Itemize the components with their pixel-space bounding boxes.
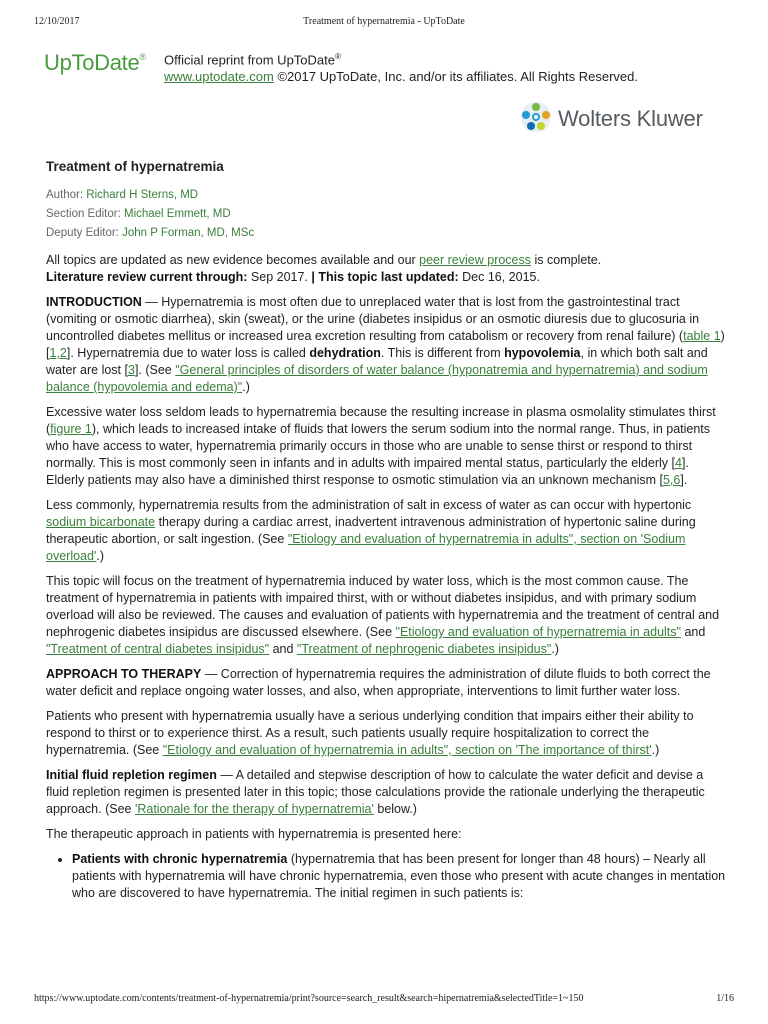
update-notice xyxy=(46,252,726,286)
author-link[interactable]: Richard H Sterns, MD xyxy=(86,189,199,201)
deputy-editor-label: Deputy Editor: xyxy=(46,227,123,239)
print-date: 12/10/2017 xyxy=(34,16,80,27)
wk-dot-0 xyxy=(532,103,540,111)
body-text: Patients who present with hypernatremia usually have a serious underlying condition that impairs either their ability to respond to thirst or to experience thirst. As a result, such patients usually require hospitalization to correct the hypernatremia. (See xyxy=(46,709,694,757)
body-text: ]. Elderly patients may also have a diminished thirst response to osmotic stimulation via an unknown mechanism [ xyxy=(46,456,689,487)
print-page-title: Treatment of hypernatremia - UpToDate xyxy=(303,16,465,27)
print-footer xyxy=(34,993,734,1007)
lit-review-label: Literature review current through: xyxy=(46,270,248,284)
water-loss-paragraph xyxy=(46,404,726,489)
topic-link[interactable]: "Etiology and evaluation of hypernatremia in adults", section on 'The importance of thirst' xyxy=(162,743,652,757)
section-heading-approach: APPROACH TO THERAPY xyxy=(46,667,202,681)
body-text: ) [ xyxy=(46,329,725,360)
hospitalization-paragraph xyxy=(46,708,726,759)
body-text: .) xyxy=(96,549,104,563)
treatment-list xyxy=(46,851,726,902)
topic-link[interactable]: "Etiology and evaluation of hypernatremia in adults", section on 'Sodium overload' xyxy=(46,532,686,563)
last-updated-label: This topic last updated: xyxy=(314,270,459,284)
body-text: (hypernatremia that has been present for longer than 48 hours) – Nearly all patients with hypernatremia will have chronic hypernatremia, even those who present with acute changes in mentation who are discovered to have hypernatremia. The initial regimen in such patients is: xyxy=(72,852,726,900)
separator: | xyxy=(311,270,315,284)
reprint-line: Official reprint from UpToDate xyxy=(164,52,335,68)
fluid-repletion-paragraph xyxy=(46,767,726,818)
body-text: ), which leads to increased intake of fluids that lowers the serum sodium into the normal range. Thus, in patients who have access to water, hypernatremia primarily occurs in those who are unable to sense thirst or respond to thirst normally. This is most commonly seen in infants and in adults with impaired mental status, particularly the elderly [ xyxy=(46,422,711,470)
copyright-text: ©2017 UpToDate, Inc. and/or its affiliates. All Rights Reserved. xyxy=(273,69,638,85)
publisher-name: Wolters Kluwer xyxy=(558,106,703,131)
body-text: Less commonly, hypernatremia results from the administration of salt in excess of water as can occur with hypertonic xyxy=(46,498,692,512)
body-text: therapy during a cardiac arrest, inadvertent intravenous administration of hypertonic saline during therapeutic abortion, or salt ingestion. (See xyxy=(46,515,696,546)
topic-link[interactable]: "General principles of disorders of water balance (hyponatremia and hypernatremia) and sodium balance (hypovolemia and edema)" xyxy=(46,363,708,394)
deputy-editor-link[interactable]: John P Forman, MD, MSc xyxy=(122,227,255,239)
body-text: .) xyxy=(551,642,559,656)
author-label: Author: xyxy=(46,189,87,201)
section-editor-link[interactable]: Michael Emmett, MD xyxy=(123,208,231,220)
uptodate-site-link[interactable]: www.uptodate.com xyxy=(164,69,274,85)
approach-intro-paragraph: The therapeutic approach in patients with hypernatremia is presented here: xyxy=(46,827,462,841)
wk-dot-4 xyxy=(537,122,545,130)
reference-link[interactable]: 4 xyxy=(674,456,682,470)
table-1-link[interactable]: table 1 xyxy=(683,329,721,343)
introduction-paragraph xyxy=(46,294,726,396)
scope-paragraph xyxy=(46,573,726,658)
reference-link[interactable]: 3 xyxy=(127,363,135,377)
section-editor-label: Section Editor: xyxy=(46,208,124,220)
drug-link-sodium-bicarbonate[interactable]: sodium bicarbonate xyxy=(46,515,156,529)
peer-review-link[interactable]: peer review process xyxy=(419,253,532,267)
body-text: , in which both salt and water are lost [ xyxy=(46,346,708,377)
last-updated-date: Dec 16, 2015. xyxy=(458,270,540,284)
topic-link[interactable]: "Treatment of nephrogenic diabetes insipidus" xyxy=(296,642,552,656)
reprint-reg: ® xyxy=(335,52,341,61)
uptodate-logo-text: UpToDate xyxy=(44,50,140,75)
reference-link[interactable]: 5,6 xyxy=(662,473,681,487)
topic-link[interactable]: "Etiology and evaluation of hypernatremia in adults" xyxy=(395,625,681,639)
wolters-kluwer-globe-icon xyxy=(520,101,552,133)
page-number: 1/16 xyxy=(716,993,734,1004)
body-text: .) xyxy=(242,380,250,394)
approach-paragraph xyxy=(46,666,726,700)
body-text: and xyxy=(680,625,706,639)
topic-contributors xyxy=(46,186,726,243)
reference-link[interactable]: 1,2 xyxy=(49,346,67,360)
body-text: Excessive water loss seldom leads to hypernatremia because the resulting increase in plasma osmolality stimulates thirst ( xyxy=(46,405,716,436)
body-text: .) xyxy=(651,743,660,757)
reprint-notice xyxy=(164,48,638,85)
body-text: ]. Hypernatremia due to water loss is called xyxy=(66,346,310,360)
uptodate-logo[interactable] xyxy=(44,50,146,76)
wk-dot-3 xyxy=(527,122,535,130)
list-item xyxy=(72,851,726,902)
term-hypovolemia: hypovolemia xyxy=(504,346,581,360)
wk-dot-2 xyxy=(522,111,530,119)
chronic-hypernatremia-heading: Patients with chronic hypernatremia xyxy=(72,852,288,866)
figure-1-link[interactable]: figure 1 xyxy=(50,422,92,436)
update-text: All topics are updated as new evidence becomes available and our xyxy=(46,253,420,267)
section-link[interactable]: 'Rationale for the therapy of hypernatremia' xyxy=(134,802,374,816)
term-dehydration: dehydration xyxy=(309,346,381,360)
article xyxy=(46,158,726,902)
body-text: ]. xyxy=(680,473,688,487)
body-text: — Hypernatremia is most often due to unreplaced water that is lost from the gastrointestinal tract (vomiting or osmotic diarrhea), skin (sweat), or the urine (diabetes insipidus or an osmotic diuresis due to glucosuria in uncontrolled diabetes mellitus or increased urea excretion resulting from catabolism or recovery from renal failure) ( xyxy=(46,295,700,343)
uptodate-logo-reg: ® xyxy=(139,52,146,62)
body-text: This topic will focus on the treatment of hypernatremia induced by water loss, which is the most common cause. The treatment of hypernatremia in patients with impaired thirst, with or without diabetes insipidus, and with primary sodium overload will also be reviewed. The causes and evaluation of patients with hypernatremia and the treatment of central and nephrogenic diabetes insipidus are discussed elsewhere. (See xyxy=(46,574,720,639)
subsection-heading-fluid-repletion: Initial fluid repletion regimen xyxy=(46,768,217,782)
body-text: ]. (See xyxy=(134,363,176,377)
body-text: — A detailed and stepwise description of how to calculate the water deficit and devise a fluid repletion regimen is presented later in this topic; those calculations provide the rationale underlying the therapeutic approach. (See xyxy=(46,768,705,816)
topic-title: Treatment of hypernatremia xyxy=(46,159,224,174)
section-heading-introduction: INTRODUCTION xyxy=(46,295,142,309)
body-text: . This is different from xyxy=(380,346,505,360)
body-text: below.) xyxy=(373,802,417,816)
wolters-kluwer-logo xyxy=(520,101,720,137)
salt-excess-paragraph xyxy=(46,497,726,565)
lit-review-date: Sep 2017. xyxy=(247,270,312,284)
topic-link[interactable]: "Treatment of central diabetes insipidus" xyxy=(46,642,270,656)
body-text: and xyxy=(269,642,297,656)
print-url: https://www.uptodate.com/contents/treatment-of-hypernatremia/print?source=search_result&search=hipernatremia&selectedTitle=1~150 xyxy=(34,993,584,1004)
body-text: — Correction of hypernatremia requires the administration of dilute fluids to both correct the water deficit and replace ongoing water losses, and also, when appropriate, interventions to limit further water loss. xyxy=(46,667,711,698)
update-text: is complete. xyxy=(531,253,602,267)
wk-dot-1 xyxy=(542,111,550,119)
print-header xyxy=(34,16,734,30)
